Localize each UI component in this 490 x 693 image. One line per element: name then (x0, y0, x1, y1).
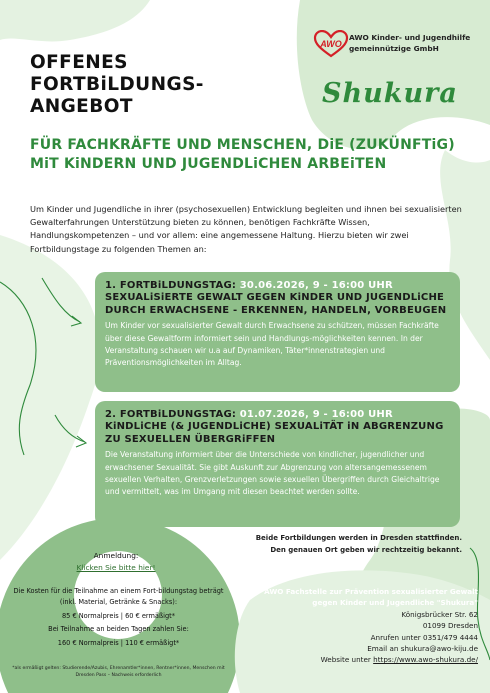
training-day-1-box (95, 272, 460, 392)
day-1-heading (105, 280, 450, 317)
day-2-label: 2. FORTBiLDUNGSTAG: (105, 409, 237, 420)
page-subtitle: FÜR FACHKRÄFTE UND MENSCHEN, DiE (ZUKÜNFTiG) MiT KiNDERN UND JUGENDLiCHEN ARBEiTEN (30, 137, 455, 172)
venue-line-1: Beide Fortbildungen werden in Dresden stattfinden. (255, 534, 462, 542)
shukura-wordmark: Shukura (322, 78, 458, 109)
contact-website-label: Website unter (320, 655, 374, 665)
costs-single-day: 85 € Normalpreis | 60 € ermäßigt* (61, 611, 176, 620)
contact-block (250, 586, 478, 666)
day-1-description: Um Kinder vor sexualisierter Gewalt durch Erwachsene zu schützen, müssen Fachkräfte über diese Gewaltform informiert sein und Handlungs-möglichkeiten kennen. In der Veranstaltung schauen wir u.a auf Dynamiken, Täter*innenstrategien und Präventionsmöglichkeiten im Alltag. (105, 321, 439, 368)
contact-website-line (250, 654, 478, 665)
org-name: AWO Kinder- und Jugendhilfe gemeinnützige GmbH (349, 33, 471, 53)
day-1-date: 30.06.2026, 9 - 16:00 UHR (239, 280, 393, 291)
contact-title-1: AWO Fachstelle zur Prävention sexualisierter Gewalt (264, 587, 478, 596)
registration-link[interactable]: Klicken Sie bitte hier! (76, 562, 156, 572)
contact-city: 01099 Dresden (422, 621, 478, 631)
registration-label: Anmeldung: (93, 551, 139, 560)
day-2-topic: KiNDLiCHE (& JUGENDLiCHE) SEXUALiTÄT iN ABGRENZUNG ZU SEXUELLEN ÜBERGRiFFEN (105, 421, 444, 445)
contact-email[interactable]: Email an shukura@awo-kiju.de (367, 644, 478, 654)
intro-text: Um Kinder und Jugendliche in ihrer (psychosexuellen) Entwicklung begleiten und ihnen bei sexualisierten Gewalterfahrungen Unterstützung bieten zu können, benötigen Fachkräfte Wissen, Handlungskompetenzen – und vor allem: eine angemessene Haltung. Hierzu bieten wir zwei Fortbildungstage zu folgenden Themen an: (30, 204, 462, 254)
awo-heart-icon (313, 30, 349, 58)
registration-block (0, 550, 232, 573)
venue-line-2: Den genauen Ort geben wir rechtzeitig bekannt. (270, 546, 462, 554)
costs-block (6, 586, 231, 652)
costs-intro: Die Kosten für die Teilnahme an einem Fort-bildungstag beträgt (inkl. Material, Getränke & Snacks): (13, 587, 224, 606)
contact-title-2: gegen Kinder und Jugendliche "Shukura" (312, 598, 478, 608)
contact-phone[interactable]: Anrufen unter 0351/479 4444 (370, 632, 478, 642)
page-title: OFFENES FORTBiLDUNGS-ANGEBOT (30, 52, 204, 117)
day-2-heading (105, 409, 450, 446)
day-1-label: 1. FORTBiLDUNGSTAG: (105, 280, 237, 291)
awo-logo-text: AWO (320, 39, 342, 49)
contact-street: Königsbrücker Str. 62 (401, 609, 478, 619)
day-2-date: 01.07.2026, 9 - 16:00 UHR (239, 409, 393, 420)
day-1-topic: SEXUALiSiERTE GEWALT GEGEN KiNDER UND JUGENDLiCHE DURCH ERWACHSENE - ERKENNEN, HANDELN, VORBEUGEN (105, 292, 447, 316)
costs-both-days: 160 € Normalpreis | 110 € ermäßigt* (57, 639, 180, 648)
contact-website-link[interactable]: https://www.awo-shukura.de/ (373, 655, 478, 665)
costs-footnote: *als ermäßigt gelten: Studierende/Azubis, Ehrenamtler*innen, Rentner*innen, Menschen mit Dresden Pass – Nachweis erforderlich (12, 666, 225, 678)
training-day-2-box (95, 401, 460, 527)
day-2-description: Die Veranstaltung informiert über die Unterschiede von kindlicher, jugendlicher und erwachsener Sexualität. Sie gibt Auskunft zur Abgrenzung von altersangemessenem sexuellen Verhalten, Grenzverletzungen sowie sexuellen Übergriffen durch Gleichaltrige und vermittelt, was im Umgang mit diesen beachtet werden sollte. (105, 450, 440, 497)
awo-logo (313, 30, 473, 70)
costs-both-intro: Bei Teilnahme an beiden Tagen zahlen Sie: (48, 625, 189, 634)
